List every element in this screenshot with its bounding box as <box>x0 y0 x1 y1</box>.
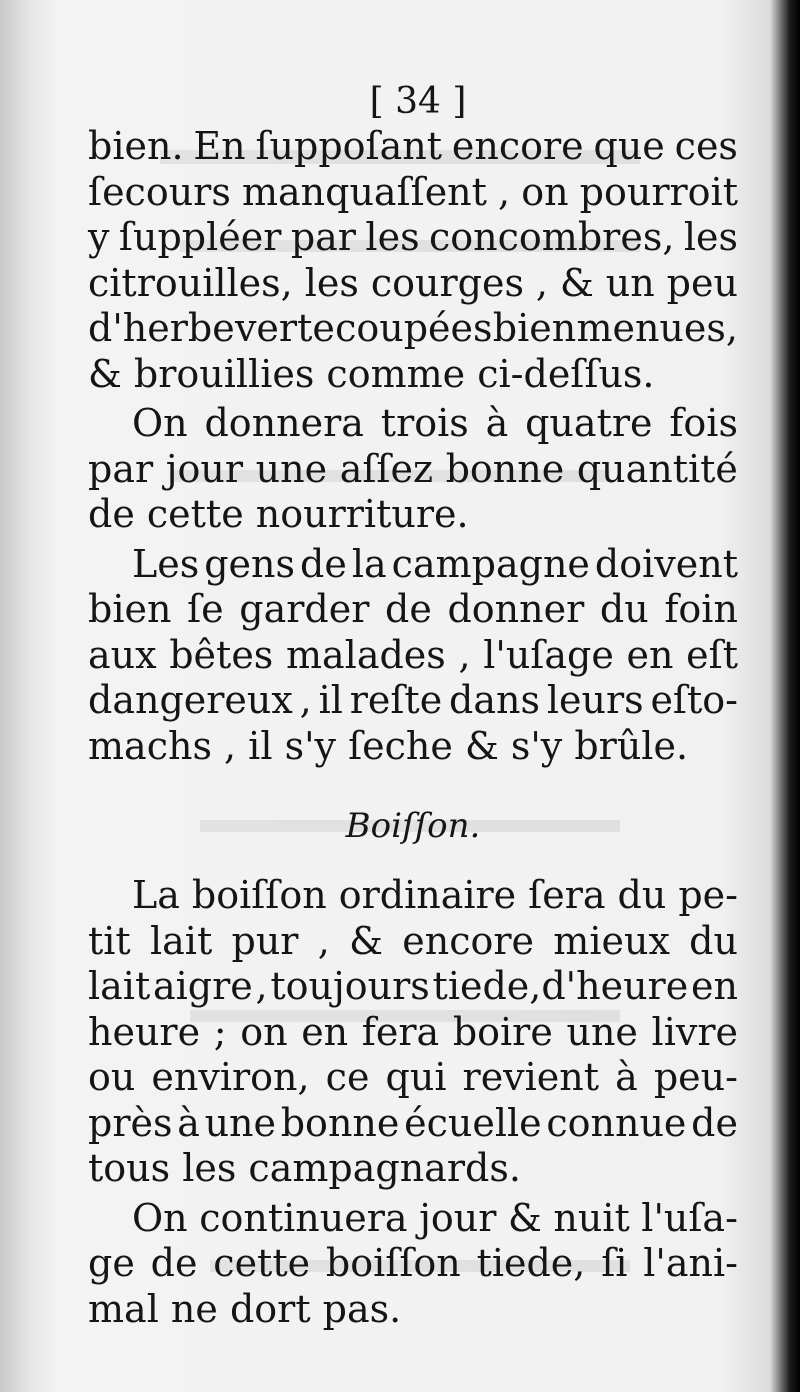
text-line: tous les campagnards. <box>88 1146 521 1190</box>
text-line: dangereux , il reſte dans leurs eſto- <box>88 678 738 722</box>
paragraph-3 <box>88 542 738 770</box>
text-line: citrouilles, les courges , & un peu <box>88 260 738 305</box>
text-line: ſecours manquaſſent , on pourroit <box>88 169 738 214</box>
text-line: & brouillies comme ci-deſſus. <box>88 351 655 396</box>
text-line: ge de cette boiſſon tiede, ſi l'ani- <box>88 1241 738 1285</box>
text-line: de cette nourriture. <box>88 492 469 536</box>
text-line: d'herbe verte coupées bien menues, <box>88 306 738 350</box>
section-heading: Boiſſon. <box>345 806 481 846</box>
text-line: Les gens de la campagne doivent <box>132 541 738 586</box>
text-line: y ſuppléer par les concombres, les <box>88 215 738 259</box>
text-line: On continuera jour & nuit l'uſa- <box>132 1195 738 1240</box>
text-line: lait aigre , toujours tiede,d'heure en <box>88 964 738 1008</box>
text-line: bien. En ſuppoſant encore que ces <box>88 124 738 168</box>
section-paragraph-2 <box>88 1196 738 1333</box>
text-line: La boiſſon ordinaire ſera du pe- <box>132 873 738 917</box>
text-line: bien ſe garder de donner du foin <box>88 587 738 631</box>
text-line: aux bêtes malades , l'uſage en eſt <box>88 632 738 677</box>
page-number: [ 34 ] <box>369 81 467 122</box>
section-paragraph-1 <box>88 873 738 1192</box>
page-text <box>88 80 738 1332</box>
text-line: On donnera trois à quatre fois <box>132 401 738 445</box>
paragraph-1 <box>88 124 738 397</box>
text-line: ou environ, ce qui revient à peu- <box>88 1055 738 1099</box>
text-line: près à une bonne écuelle connue de <box>88 1100 738 1145</box>
text-line: machs , il s'y ſeche & s'y brûle. <box>88 723 689 768</box>
text-line: par jour une aſſez bonne quantité <box>88 446 738 491</box>
text-line: mal ne dort pas. <box>88 1286 402 1331</box>
text-line: tit lait pur , & encore mieux du <box>88 918 738 963</box>
paragraph-2 <box>88 401 738 538</box>
text-line: heure ; on en fera boire une livre <box>88 1009 738 1054</box>
